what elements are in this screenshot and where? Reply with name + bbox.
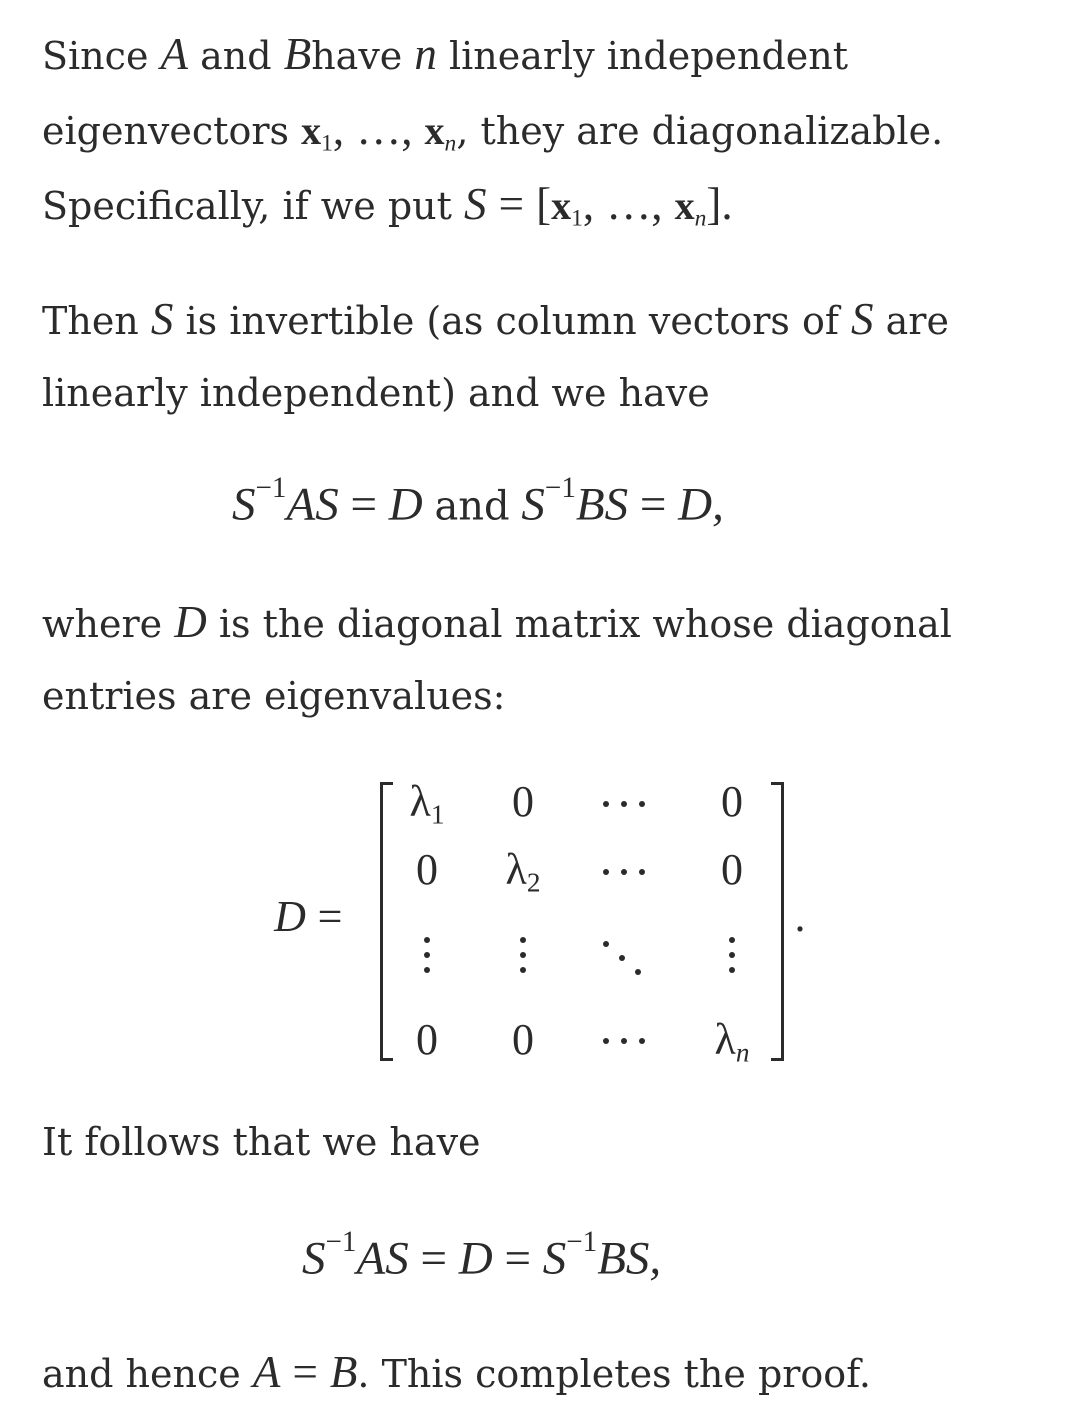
math-equals: = bbox=[420, 1232, 447, 1285]
diagonal-matrix-equation bbox=[255, 770, 835, 1070]
math-S: S bbox=[302, 1232, 326, 1285]
text-are: are bbox=[885, 299, 949, 343]
matrix-diagonal-ellipsis bbox=[598, 938, 658, 983]
matrix-entry-lambda-2: $\lambda_2$ bbox=[505, 845, 541, 898]
math-n: n bbox=[414, 29, 437, 79]
math-inverse-exponent: −1 bbox=[255, 472, 287, 504]
text-have: have bbox=[311, 34, 403, 78]
math-S: S bbox=[150, 294, 174, 344]
math-S: S bbox=[232, 478, 256, 531]
math-S: S bbox=[464, 179, 487, 229]
text-is-invertible: is invertible (as column vectors of bbox=[185, 299, 839, 343]
paragraph-3-line-1 bbox=[42, 585, 952, 662]
paragraph-4 bbox=[42, 1105, 481, 1180]
matrix-entry-lambda-1: $\lambda_1$ bbox=[409, 777, 445, 830]
text-and: and bbox=[200, 34, 272, 78]
text-where: where bbox=[42, 602, 163, 646]
math-equals: = bbox=[498, 179, 524, 229]
text-eigenvectors: eigenvectors bbox=[42, 109, 289, 153]
matrix-column-ellipsis bbox=[423, 937, 431, 982]
math-BS: BS, bbox=[597, 1232, 662, 1285]
math-equals: = bbox=[639, 478, 667, 531]
math-equals: = bbox=[350, 478, 377, 531]
math-equals: = bbox=[504, 1232, 531, 1285]
text-and-hence: and hence bbox=[42, 1352, 241, 1396]
math-sub-n: n bbox=[444, 130, 457, 157]
math-B: B bbox=[283, 29, 312, 79]
math-comma: , bbox=[582, 179, 595, 229]
paragraph-5 bbox=[42, 1335, 871, 1412]
matrix-entry-zero: 0 bbox=[721, 777, 743, 826]
math-left-bracket: [ bbox=[536, 179, 552, 229]
text-diagonal-matrix: is the diagonal matrix whose diagonal bbox=[218, 602, 952, 646]
math-inverse-exponent: −1 bbox=[566, 1226, 598, 1258]
display-equation-2 bbox=[302, 1226, 661, 1286]
math-B: B bbox=[329, 1347, 358, 1397]
math-AS: AS bbox=[356, 1232, 409, 1285]
matrix-row-ellipsis bbox=[603, 1038, 645, 1044]
math-inverse-exponent: −1 bbox=[325, 1226, 357, 1258]
math-x-bold: x bbox=[674, 183, 695, 228]
paragraph-1-line-1 bbox=[42, 17, 848, 94]
text-since: Since bbox=[42, 34, 149, 78]
text-and: and bbox=[434, 483, 510, 530]
matrix-entry-zero: 0 bbox=[416, 1015, 438, 1064]
matrix-column-ellipsis bbox=[728, 937, 736, 982]
math-sub-1: 1 bbox=[571, 205, 583, 232]
paragraph-2-line-2 bbox=[42, 356, 710, 431]
text-specifically: Specifically, if we put bbox=[42, 184, 452, 228]
math-sub-n: n bbox=[694, 205, 707, 232]
text-completes-proof: . This completes the proof. bbox=[357, 1352, 871, 1396]
matrix-entry-zero: 0 bbox=[416, 845, 438, 894]
matrix-left-bracket bbox=[380, 782, 393, 1061]
math-comma: , bbox=[401, 104, 413, 154]
math-D: D bbox=[388, 478, 423, 531]
text-it-follows: It follows that we have bbox=[42, 1120, 481, 1164]
paragraph-2-line-1 bbox=[42, 282, 949, 359]
matrix-row-ellipsis bbox=[603, 801, 645, 807]
display-equation-1 bbox=[232, 472, 724, 532]
math-x-bold: x bbox=[301, 108, 322, 153]
matrix-entry-zero: 0 bbox=[721, 845, 743, 894]
text-entries-are-eigenvalues: entries are eigenvalues: bbox=[42, 674, 506, 718]
paragraph-1-line-3 bbox=[42, 167, 733, 257]
math-S: S bbox=[851, 294, 874, 344]
math-inverse-exponent: −1 bbox=[544, 472, 576, 504]
matrix-entry-lambda-n: λn bbox=[714, 1015, 750, 1068]
matrix-entry-zero: 0 bbox=[512, 1015, 534, 1064]
matrix-right-bracket bbox=[771, 782, 784, 1061]
paragraph-3-line-2 bbox=[42, 659, 505, 734]
math-ellipsis: … bbox=[606, 179, 652, 229]
math-right-bracket: ]. bbox=[706, 179, 733, 229]
matrix-row-ellipsis bbox=[603, 869, 645, 875]
math-S: S bbox=[542, 1232, 567, 1285]
math-D: D bbox=[174, 597, 207, 647]
math-A: A bbox=[160, 29, 189, 79]
math-A: A bbox=[252, 1347, 281, 1397]
text-linearly-independent: linearly independent bbox=[448, 34, 849, 78]
math-ellipsis: … bbox=[356, 104, 402, 154]
math-BS: BS bbox=[575, 478, 629, 531]
math-AS: AS bbox=[286, 478, 339, 531]
math-S: S bbox=[521, 478, 545, 531]
math-D: D bbox=[458, 1232, 493, 1285]
matrix-entry-zero: 0 bbox=[512, 777, 534, 826]
matrix-column-ellipsis bbox=[519, 937, 527, 982]
math-equals: = bbox=[292, 1347, 318, 1397]
math-D: D, bbox=[678, 478, 724, 531]
matrix-lhs-equals: = bbox=[317, 892, 343, 941]
matrix-lhs-D: D bbox=[274, 892, 306, 941]
math-comma: , bbox=[332, 104, 345, 154]
math-x-bold: x bbox=[551, 183, 572, 228]
math-sub-1: 1 bbox=[321, 130, 333, 157]
text-diagonalizable: , they are diagonalizable. bbox=[456, 109, 944, 153]
math-comma: , bbox=[651, 179, 663, 229]
math-x-bold: x bbox=[424, 108, 445, 153]
matrix-period: . bbox=[794, 892, 806, 941]
text-linearly-independent-and-we-have: linearly independent) and we have bbox=[42, 371, 710, 415]
text-then: Then bbox=[42, 299, 139, 343]
